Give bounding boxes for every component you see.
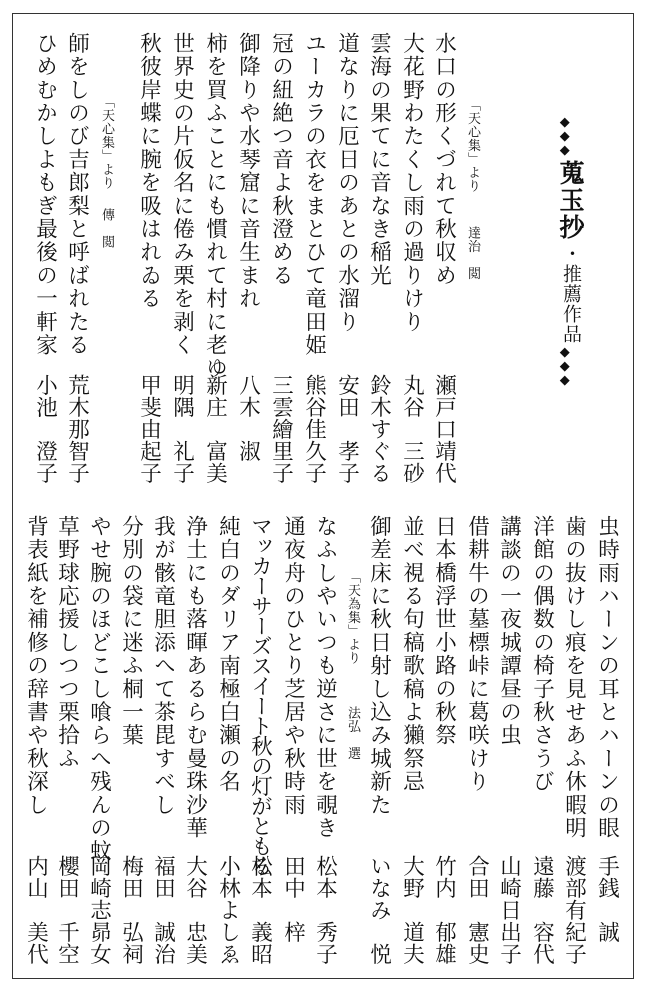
haiku-line: 日本橋浮世小路の秋祭 [431, 515, 457, 747]
haiku-line: 御降りや水琴窟に音生まれ [235, 32, 261, 311]
haiku-line: やせ腕のほどこし喰らへ残んの蚊 [86, 515, 112, 863]
author-name: 八木 淑 [235, 374, 261, 462]
author-name: 渡部有紀子 [561, 855, 587, 965]
author-name: 熊谷佳久子 [301, 374, 327, 484]
author-name: 丸谷 三砂 [399, 374, 425, 484]
haiku-line: 我が骸竜胆添へて茶毘すべし [150, 515, 176, 817]
author-name: 松本 秀子 [312, 855, 338, 965]
author-name: 鈴木すぐる [366, 374, 392, 484]
author-name: 安田 孝子 [334, 374, 360, 484]
haiku-line: 通夜舟のひとり芝居や秋時雨 [280, 515, 306, 817]
haiku-line: 洋館の偶数の椅子秋さうび [529, 515, 555, 794]
author-name: 小林よしゑ [215, 855, 241, 965]
author-name: 荒木那智子 [64, 374, 90, 484]
page-subtitle: ・推薦作品 [560, 244, 582, 344]
ornament-bottom: ◆◆◆ [557, 345, 573, 387]
author-name: 大谷 忠美 [182, 855, 208, 965]
selector-note: 傳 閲 [99, 208, 114, 249]
haiku-line: 御差床に秋日射し込み城新た [366, 515, 392, 817]
haiku-line: 水口の形くづれて秋収め [431, 32, 457, 288]
haiku-line: 秋彼岸蝶に腕を吸はれゐる [136, 32, 162, 311]
author-name: 梅田 弘祠 [118, 855, 144, 965]
author-name: 合田 憲史 [464, 855, 490, 965]
haiku-line: 師をしのび吉郎梨と呼ばれたる [64, 32, 90, 357]
author-name: 三雲繪里子 [268, 374, 294, 484]
haiku-line: 草野球応援しつつ栗拾ふ [54, 515, 80, 771]
author-name: 竹内 郁雄 [431, 855, 457, 965]
source-note: 「天為集」より [345, 570, 360, 665]
author-name: 新庄 富美 [202, 374, 228, 484]
selector-note: 法弘 選 [345, 706, 360, 760]
ornament-top: ◆◆◆ [557, 115, 573, 157]
haiku-line: 講談の一夜城譚昼の虫 [496, 515, 522, 747]
author-name: 松本 義昭 [247, 855, 273, 965]
haiku-line: 歯の抜けし痕を見せあふ休暇明 [561, 515, 587, 840]
author-name: いなみ 悦 [366, 855, 392, 965]
author-name: 明隅 礼子 [169, 374, 195, 484]
author-name: 福田 誠治 [150, 855, 176, 965]
source-note: 「天心集」より [99, 95, 114, 190]
haiku-line: 分別の袋に迷ふ桐一葉 [118, 515, 144, 747]
haiku-line: 道なりに厄日のあとの水溜り [334, 32, 360, 334]
author-name: 田中 梓 [280, 855, 306, 943]
author-name: 山崎日出子 [496, 855, 522, 965]
author-name: 大野 道夫 [399, 855, 425, 965]
author-name: 手銭 誠 [594, 855, 620, 943]
selector-note: 達治 閲 [465, 226, 480, 280]
haiku-line: 大花野わたくし雨の過りけり [399, 32, 425, 334]
haiku-line: 世界史の片仮名に倦み栗を剥く [169, 32, 195, 357]
haiku-line: 冠の紐絶つ音よ秋澄める [268, 32, 294, 288]
haiku-line: ユーカラの衣をまとひて竜田姫 [301, 32, 327, 357]
author-name: 岡崎志昴女 [86, 855, 112, 965]
author-name: 内山 美代 [23, 855, 49, 965]
author-name: 遠藤 容代 [529, 855, 555, 965]
haiku-line: 背表紙を補修の辞書や秋深し [23, 515, 49, 817]
haiku-line: 浄土にも落暉あるらむ曼珠沙華 [182, 515, 208, 840]
haiku-line: 雲海の果てに音なき稲光 [366, 32, 392, 288]
haiku-line: 借耕牛の墓標峠に葛咲けり [464, 515, 490, 794]
haiku-line: 虫時雨ハーンの耳とハーンの眼 [594, 515, 620, 840]
haiku-line: なふしやいつも逆さに世を覗き [312, 515, 338, 840]
haiku-line: 並べ視る句稿歌稿よ獺祭忌 [399, 515, 425, 794]
author-name: 櫻田 千空 [54, 855, 80, 965]
page-title: 蒐玉抄 [556, 160, 585, 241]
author-name: 瀬戸口靖代 [431, 374, 457, 484]
haiku-line: ひめむかしよもぎ最後の一軒家 [32, 32, 58, 357]
author-name: 小池 澄子 [32, 374, 58, 484]
haiku-line: マッカーサーズスイート秋の灯がともる [247, 515, 273, 875]
haiku-line: 純白のダリア南極白瀬の名 [215, 515, 241, 794]
haiku-line: 柿を買ふことにも慣れて村に老ゆ [202, 32, 228, 380]
source-note: 「天心集」より [465, 98, 480, 193]
author-name: 甲斐由起子 [136, 374, 162, 484]
